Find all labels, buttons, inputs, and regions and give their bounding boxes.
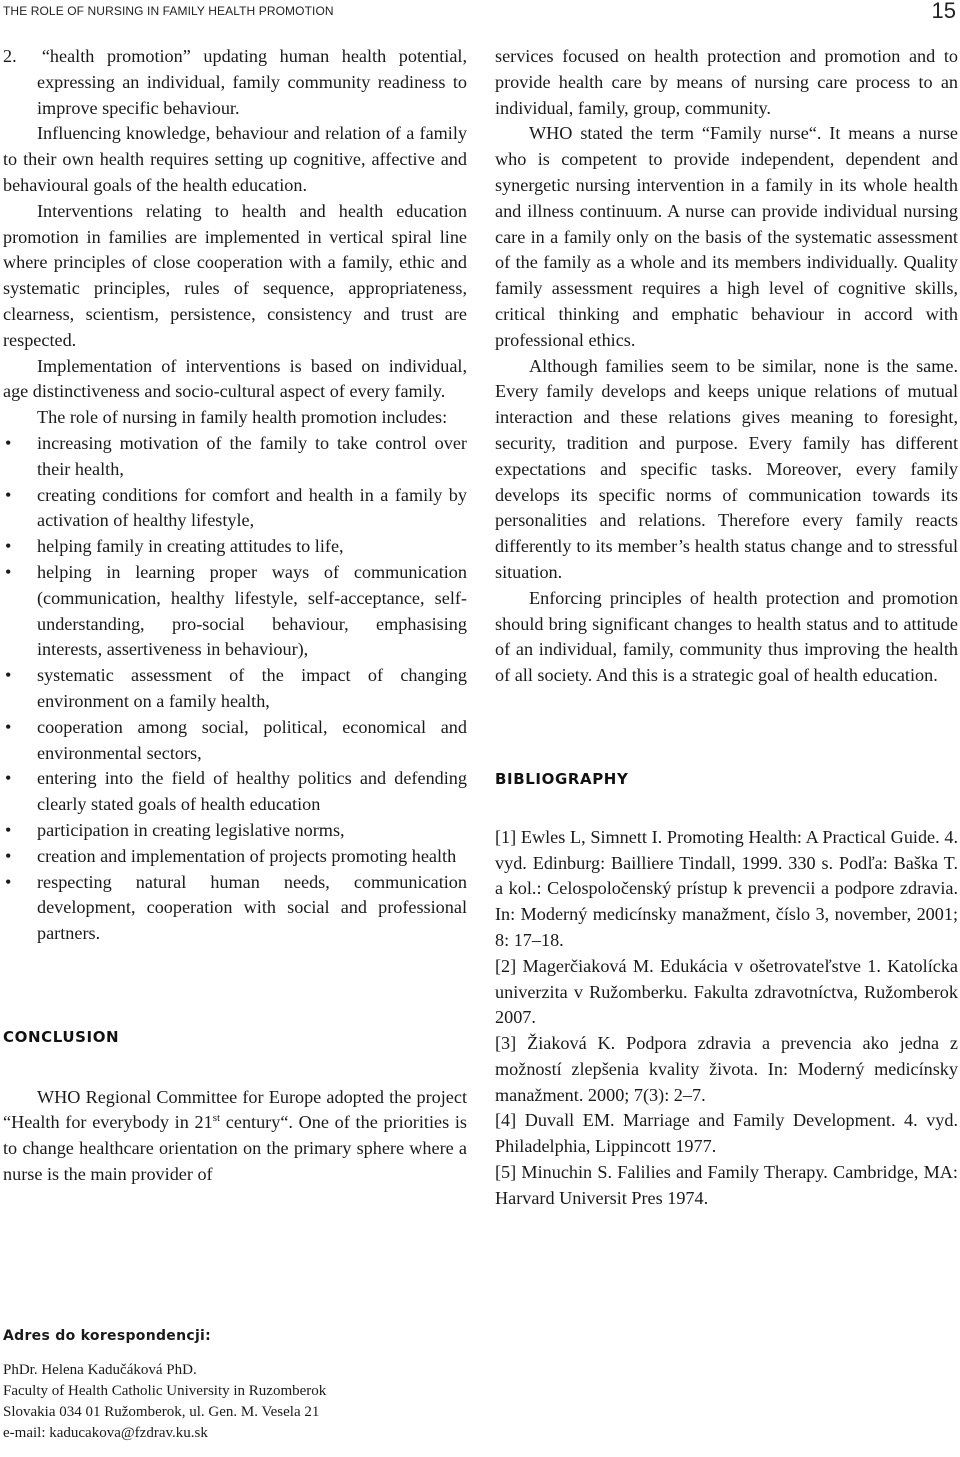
list-item: • creation and implementation of projects promoting health bbox=[3, 844, 467, 870]
page-number: 15 bbox=[931, 0, 956, 23]
list-item: • helping family in creating attitudes to life, bbox=[3, 534, 467, 560]
reference-item: [3] Žiaková K. Podpora zdravia a prevencia ako jedna z možností zlepšenia kvality života. In: Moderný medicínsky manažment. 2000; 7(3): 2–7. bbox=[495, 1033, 958, 1105]
conclusion-text-end: century“. One of the priorities is to change healthcare orientation on the primary sphere where a nurse is the main provider of bbox=[3, 1112, 468, 1185]
author-faculty: Faculty of Health Catholic University in Ruzomberok bbox=[3, 1383, 327, 1399]
conclusion-text-start: WHO Regional Committee for Europe adopted the project “Health for everybody in 21 bbox=[3, 1086, 467, 1133]
paragraph-conclusion bbox=[3, 1085, 467, 1188]
list-item: • increasing motivation of the family to take control over their health, bbox=[3, 431, 467, 483]
right-column bbox=[495, 44, 958, 1212]
list-item: • respecting natural human needs, communication development, cooperation with social and professional partners. bbox=[3, 870, 467, 947]
paragraph-implementation: Implementation of interventions is based on individual, age distinctiveness and socio-cultural aspect of every family. bbox=[3, 355, 467, 402]
author-email: e-mail: kaducakova@fzdrav.ku.sk bbox=[3, 1425, 208, 1441]
list-item-health-promotion: 2. “health promotion” updating human health potential, expressing an individual, family community readiness to improve specific behaviour. bbox=[3, 46, 467, 118]
paragraph-services: services focused on health protection and promotion and to provide health care by means of nursing care process to an individual, family, group, community. bbox=[495, 46, 958, 118]
paragraph-interventions: Interventions relating to health and health education promotion in families are implemented in vertical spiral line where principles of close cooperation with a family, ethic and systematic principles, rules of sequence, appropriateness, clearness, scientism, persistence, consistency and trust are respected. bbox=[3, 200, 467, 350]
list-item: • participation in creating legislative norms, bbox=[3, 818, 467, 844]
paragraph-family-nurse: WHO stated the term “Family nurse“. It means a nurse who is competent to provide independent, dependent and synergetic nursing intervention in a family in its whole health and illness continuum. A nurse can provide individual nursing care in a family only on the basis of the systematic assessment of the family as a whole and its members individually. Quality family assessment requires a high level of cognitive skills, critical thinking and emphatic behaviour in accord with professional ethics. bbox=[495, 123, 958, 350]
author-address: Slovakia 034 01 Ružomberok, ul. Gen. M. Vesela 21 bbox=[3, 1404, 320, 1420]
reference-item: [5] Minuchin S. Falilies and Family Therapy. Cambridge, MA: Harvard Universit Pres 1974. bbox=[495, 1162, 958, 1208]
bibliography-heading: BIBLIOGRAPHY bbox=[495, 769, 629, 788]
paragraph-role-of-nursing: The role of nursing in family health promotion includes: bbox=[37, 407, 448, 428]
list-item: • systematic assessment of the impact of changing environment on a family health, bbox=[3, 663, 467, 715]
paragraph-enforcing: Enforcing principles of health protection and promotion should bring significant changes to health status and to attitude of an individual, family, community thus improving the health of all society. And this is a strategic goal of health education. bbox=[495, 587, 958, 686]
correspondence-block bbox=[3, 1326, 603, 1444]
reference-item: [2] Magerčiaková M. Edukácia v ošetrovateľstve 1. Katolícka univerzita v Ružomberku. Fakulta zdravotníctva, Ružomberok 2007. bbox=[495, 955, 958, 1028]
paragraph-families: Although families seem to be similar, none is the same. Every family develops and keeps unique relations of mutual interaction and these relations gives meaning to foresight, security, tradition and purpose. Every family has different expectations and specific tasks. Moreover, every family develops its specific norms of communication towards its personalities and relations. Therefore every family reacts differently to its member’s health status change and to stressful situation. bbox=[495, 355, 958, 582]
author-name: PhDr. Helena Kadučáková PhD. bbox=[3, 1362, 197, 1378]
correspondence-label: Adres do korespondencji: bbox=[3, 1328, 212, 1344]
running-head: THE ROLE OF NURSING IN FAMILY HEALTH PROMOTION bbox=[3, 4, 334, 18]
reference-item: [4] Duvall EM. Marriage and Family Development. 4. vyd. Philadelphia, Lippincott 1977. bbox=[495, 1110, 958, 1157]
list-item: • entering into the field of healthy politics and defending clearly stated goals of health education bbox=[3, 766, 467, 818]
ordinal-suffix: st bbox=[212, 1112, 221, 1125]
list-item: • cooperation among social, political, economical and environmental sectors, bbox=[3, 715, 467, 767]
list-item: • helping in learning proper ways of communication (communication, healthy lifestyle, self-acceptance, self-understanding, pro-social behaviour, emphasising interests, assertiveness in behaviour), bbox=[3, 560, 467, 663]
paragraph-influencing: Influencing knowledge, behaviour and relation of a family to their own health requires setting up cognitive, affective and behavioural goals of the health education. bbox=[3, 123, 467, 195]
reference-item: [1] Ewles L, Simnett I. Promoting Health: A Practical Guide. 4. vyd. Edinburg: Bailliere Tindall, 1999. 330 s. Podľa: Baška T. a kol.: Celospoločenský prístup k prevencii a podpore zdravia. In: Moderný medicínsky manažment, číslo 3, november, 2001; 8: 17–18. bbox=[495, 826, 958, 950]
conclusion-heading: CONCLUSION bbox=[3, 1027, 120, 1046]
left-column bbox=[3, 44, 467, 1188]
list-item: • creating conditions for comfort and health in a family by activation of healthy lifestyle, bbox=[3, 483, 467, 535]
role-bullet-list bbox=[3, 431, 467, 947]
